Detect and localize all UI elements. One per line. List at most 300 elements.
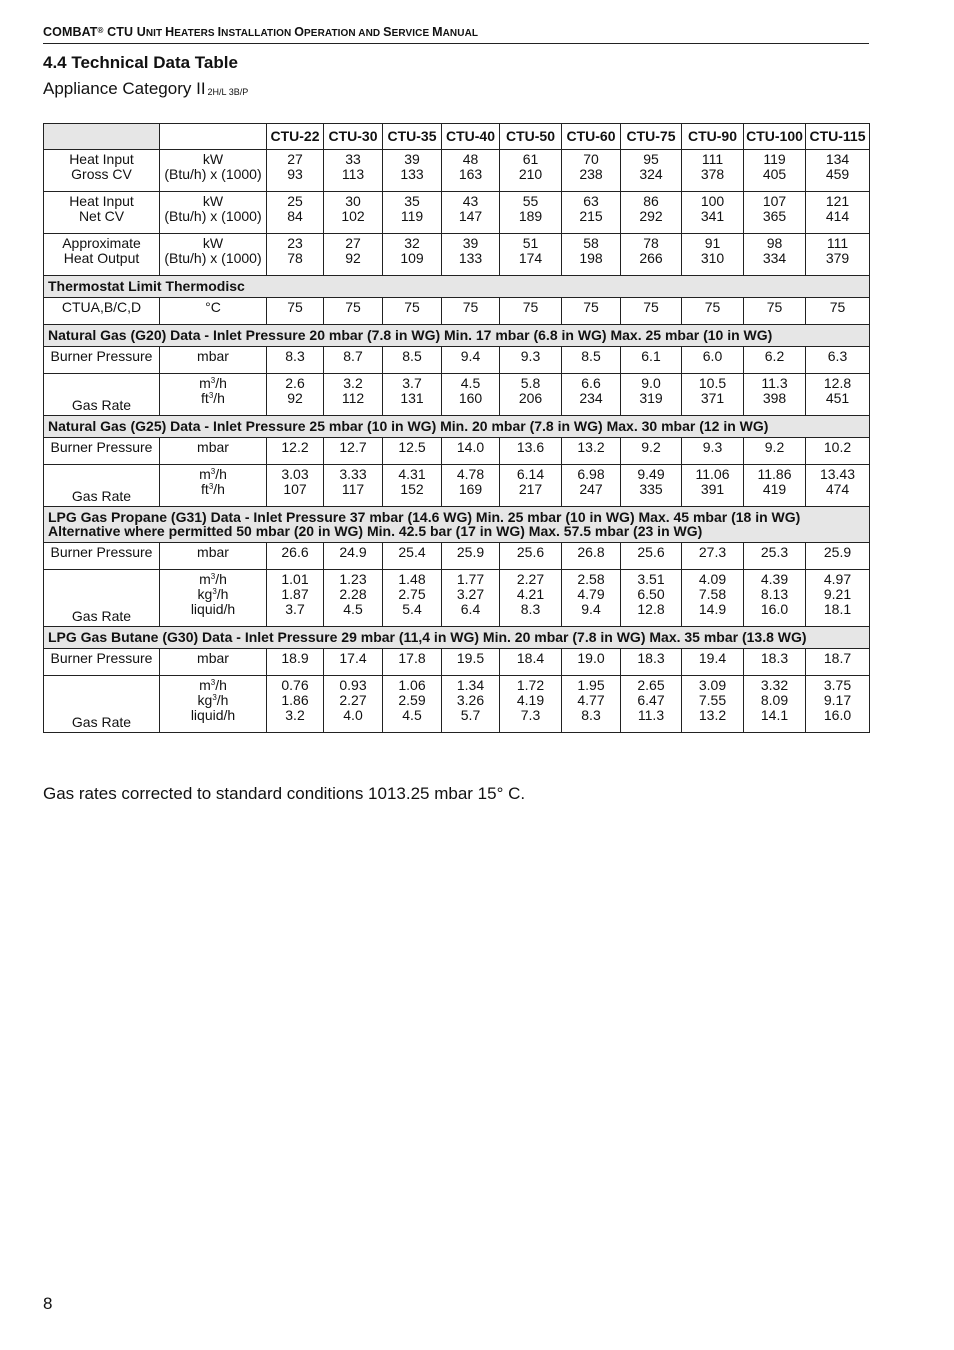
section-heading-line: LPG Gas Butane (G30) Data - Inlet Pressure 29 mbar (11,4 in WG) Min. 20 mbar (7.8 in WG) Max. 35 mbar (13.8 WG) xyxy=(48,629,807,645)
value-cell xyxy=(744,676,806,733)
value-cell xyxy=(383,234,442,276)
title-rest: NIT xyxy=(145,28,166,39)
value-line: 133 xyxy=(400,166,424,182)
value-cell xyxy=(324,676,383,733)
value-cell xyxy=(682,234,744,276)
value-cell: 75 xyxy=(324,298,383,325)
value-cell xyxy=(744,465,806,507)
value-line: 174 xyxy=(518,250,543,266)
row-unit xyxy=(160,374,267,416)
value-line: 51 xyxy=(522,235,539,251)
row-label-line: Heat Output xyxy=(63,250,140,266)
value-cell: 8.5 xyxy=(383,347,442,374)
value-line: 2.58 xyxy=(577,571,605,587)
value-line: 6.50 xyxy=(637,586,665,602)
value-line: 18.1 xyxy=(823,601,852,617)
row-label: Gas Rate xyxy=(44,465,160,507)
value-line: 6.47 xyxy=(637,692,665,708)
row-label: Burner Pressure xyxy=(44,347,160,374)
footnote: Gas rates corrected to standard conditions 1013.25 mbar 15° C. xyxy=(43,784,526,803)
value-line: 6.6 xyxy=(581,375,601,391)
value-cell: 75 xyxy=(267,298,324,325)
value-cell: 6.3 xyxy=(806,347,870,374)
value-line: 217 xyxy=(518,481,543,497)
value-cell xyxy=(267,676,324,733)
value-cell xyxy=(383,465,442,507)
value-cell xyxy=(442,676,500,733)
value-line: 3.26 xyxy=(456,692,485,708)
value-line: 189 xyxy=(518,208,543,224)
value-line: 379 xyxy=(825,250,850,266)
thermostat-section-row xyxy=(44,276,870,298)
row-unit xyxy=(160,465,267,507)
value-line: 1.23 xyxy=(339,571,367,587)
value-line: 335 xyxy=(639,481,663,497)
value-cell xyxy=(621,150,682,192)
value-line: 4.78 xyxy=(456,466,485,482)
value-line: 48 xyxy=(462,151,479,167)
row-unit xyxy=(160,192,267,234)
value-line: 414 xyxy=(825,208,850,224)
value-cell: 25.3 xyxy=(744,543,806,570)
heat-input-net-row xyxy=(44,192,870,234)
value-line: 3.7 xyxy=(402,375,422,391)
value-cell: 12.5 xyxy=(383,438,442,465)
value-line: 92 xyxy=(345,250,361,266)
value-line: 5.4 xyxy=(402,601,422,617)
model-header: CTU-35 xyxy=(383,124,442,150)
value-line: 84 xyxy=(287,208,303,224)
value-cell xyxy=(383,374,442,416)
value-line: 10.5 xyxy=(698,375,727,391)
value-line: 7.3 xyxy=(520,707,541,723)
value-cell: 18.3 xyxy=(621,649,682,676)
value-line: 215 xyxy=(579,208,603,224)
category-subscript: 2H/L 3B/P xyxy=(207,87,249,97)
unit-line: $kg^3/h$ xyxy=(197,692,229,708)
value-cell: 18.7 xyxy=(806,649,870,676)
value-line: 92 xyxy=(287,390,303,406)
value-line: 2.59 xyxy=(398,692,426,708)
value-line: 163 xyxy=(458,166,483,182)
value-cell: 8.7 xyxy=(324,347,383,374)
unit-line: $kg^3/h$ xyxy=(197,586,229,602)
registered-mark: ® xyxy=(97,26,104,35)
value-cell xyxy=(682,676,744,733)
unit-line: $m^3/h$ xyxy=(199,375,227,391)
unit-superscript: 3 xyxy=(212,693,217,702)
gas-rate-row xyxy=(44,676,870,733)
value-line: 2.6 xyxy=(285,375,305,391)
value-line: 32 xyxy=(404,235,420,251)
value-line: 119 xyxy=(763,151,786,167)
value-cell xyxy=(267,234,324,276)
value-line: 9.0 xyxy=(641,375,661,391)
value-cell xyxy=(744,150,806,192)
title-rest: ANUAL xyxy=(442,28,479,39)
appliance-category xyxy=(43,79,248,99)
value-line: 100 xyxy=(700,193,725,209)
value-cell: 9.4 xyxy=(442,347,500,374)
value-cell: 24.9 xyxy=(324,543,383,570)
value-line: 1.01 xyxy=(281,571,309,587)
value-cell: 6.1 xyxy=(621,347,682,374)
section-title: 4.4 Technical Data Table xyxy=(43,53,238,72)
value-line: 107 xyxy=(283,481,307,497)
heat-output-row xyxy=(44,234,870,276)
unit-line: $m^3/h$ xyxy=(199,677,227,693)
value-cell xyxy=(806,192,870,234)
value-line: 391 xyxy=(700,481,725,497)
value-cell xyxy=(621,465,682,507)
value-cell xyxy=(267,570,324,627)
value-cell xyxy=(621,374,682,416)
technical-data-table xyxy=(43,123,870,733)
value-cell: 75 xyxy=(621,298,682,325)
row-label-line: Heat Input xyxy=(69,151,134,167)
value-line: 13.2 xyxy=(698,707,727,723)
value-line: 0.76 xyxy=(281,677,309,693)
model-header: CTU-115 xyxy=(806,124,870,150)
value-cell xyxy=(682,374,744,416)
value-line: 1.72 xyxy=(516,677,545,693)
value-line: 319 xyxy=(639,390,663,406)
value-cell: 12.2 xyxy=(267,438,324,465)
value-line: 210 xyxy=(518,166,543,182)
value-cell xyxy=(383,150,442,192)
value-line: 3.27 xyxy=(456,586,485,602)
value-cell: 25.4 xyxy=(383,543,442,570)
row-unit: mbar xyxy=(160,649,267,676)
value-line: 98 xyxy=(766,235,783,251)
value-cell xyxy=(806,676,870,733)
row-unit: °C xyxy=(160,298,267,325)
value-cell: 27.3 xyxy=(682,543,744,570)
value-cell: 75 xyxy=(744,298,806,325)
value-line: 70 xyxy=(583,151,599,167)
value-cell xyxy=(383,676,442,733)
value-line: 459 xyxy=(825,166,850,182)
value-cell xyxy=(500,676,562,733)
row-label: Gas Rate xyxy=(44,676,160,733)
value-cell: 25.6 xyxy=(500,543,562,570)
unit-line: (Btu/h) x (1000) xyxy=(164,208,262,224)
value-line: 27 xyxy=(345,235,361,251)
value-cell xyxy=(324,150,383,192)
row-label-line: Net CV xyxy=(78,208,125,224)
value-line: 9.49 xyxy=(637,466,665,482)
row-unit: mbar xyxy=(160,543,267,570)
value-line: 4.0 xyxy=(343,707,363,723)
value-cell xyxy=(744,234,806,276)
row-unit xyxy=(160,676,267,733)
value-line: 1.34 xyxy=(456,677,485,693)
value-line: 247 xyxy=(579,481,603,497)
unit-superscript: 3 xyxy=(212,587,217,596)
value-line: 25 xyxy=(287,193,303,209)
row-label xyxy=(44,150,160,192)
value-line: 1.95 xyxy=(577,677,605,693)
value-line: 111 xyxy=(701,151,724,167)
value-line: 238 xyxy=(579,166,603,182)
value-cell xyxy=(562,570,621,627)
value-line: 61 xyxy=(522,151,539,167)
value-line: 266 xyxy=(639,250,663,266)
title-initial: CTU xyxy=(107,25,137,39)
value-cell: 18.9 xyxy=(267,649,324,676)
title-initial: I xyxy=(217,25,222,39)
row-label: Burner Pressure xyxy=(44,438,160,465)
value-line: 169 xyxy=(458,481,483,497)
value-cell: 10.2 xyxy=(806,438,870,465)
value-cell xyxy=(562,234,621,276)
value-cell xyxy=(562,676,621,733)
value-cell: 6.0 xyxy=(682,347,744,374)
row-label-line: Approximate xyxy=(62,235,141,251)
value-cell xyxy=(267,150,324,192)
value-line: 4.19 xyxy=(516,692,545,708)
value-line: 14.9 xyxy=(698,601,727,617)
value-cell xyxy=(324,570,383,627)
value-line: 198 xyxy=(579,250,603,266)
row-label: CTUA,B/C,D xyxy=(44,298,160,325)
value-cell xyxy=(442,465,500,507)
value-cell: 18.3 xyxy=(744,649,806,676)
value-cell xyxy=(682,465,744,507)
value-cell xyxy=(267,465,324,507)
value-line: 7.58 xyxy=(698,586,727,602)
thermostat-row xyxy=(44,298,870,325)
category-text: Appliance Category II xyxy=(43,79,206,98)
value-line: 310 xyxy=(700,250,725,266)
value-line: 4.77 xyxy=(577,692,605,708)
value-line: 4.39 xyxy=(760,571,789,587)
value-line: 109 xyxy=(400,250,424,266)
value-line: 8.09 xyxy=(760,692,789,708)
value-line: 3.51 xyxy=(637,571,665,587)
value-line: 107 xyxy=(762,193,787,209)
model-header-row xyxy=(44,124,870,150)
burner-pressure-row xyxy=(44,438,870,465)
burner-pressure-row xyxy=(44,347,870,374)
value-cell xyxy=(500,234,562,276)
section-heading xyxy=(44,276,870,298)
unit-line: kW xyxy=(202,193,224,209)
value-cell: 25.9 xyxy=(806,543,870,570)
unit-line: liquid/h xyxy=(190,601,236,617)
value-line: 334 xyxy=(762,250,787,266)
row-label-line: Gross CV xyxy=(71,166,132,182)
value-line: 3.2 xyxy=(343,375,363,391)
value-cell: 25.9 xyxy=(442,543,500,570)
title-initial: O xyxy=(294,25,305,39)
value-line: 27 xyxy=(287,151,303,167)
value-line: 7.55 xyxy=(698,692,727,708)
value-cell xyxy=(621,676,682,733)
value-line: 39 xyxy=(404,151,420,167)
value-line: 9.17 xyxy=(823,692,852,708)
value-cell xyxy=(324,374,383,416)
value-line: 4.5 xyxy=(343,601,363,617)
value-cell xyxy=(324,465,383,507)
value-line: 398 xyxy=(762,390,787,406)
value-cell xyxy=(383,570,442,627)
value-line: 5.8 xyxy=(520,375,541,391)
value-cell xyxy=(744,192,806,234)
section-heading xyxy=(44,627,870,649)
value-cell xyxy=(562,374,621,416)
heat-input-gross-row xyxy=(44,150,870,192)
value-cell: 17.8 xyxy=(383,649,442,676)
gas-rate-row xyxy=(44,570,870,627)
value-line: 1.86 xyxy=(281,692,309,708)
value-line: 55 xyxy=(522,193,539,209)
row-unit xyxy=(160,150,267,192)
value-line: 4.31 xyxy=(398,466,426,482)
value-cell xyxy=(806,150,870,192)
title-rest: PERATION AND xyxy=(304,28,384,39)
value-line: 405 xyxy=(762,166,787,182)
model-header: CTU-40 xyxy=(442,124,500,150)
value-cell: 75 xyxy=(806,298,870,325)
row-label xyxy=(44,192,160,234)
brand-name: COMBAT xyxy=(43,25,98,39)
value-line: 93 xyxy=(287,166,303,182)
value-line: 2.27 xyxy=(339,692,367,708)
value-cell: 75 xyxy=(562,298,621,325)
value-line: 33 xyxy=(345,151,361,167)
value-line: 102 xyxy=(341,208,365,224)
value-line: 13.43 xyxy=(819,466,856,482)
row-label: Gas Rate xyxy=(44,374,160,416)
value-line: 4.79 xyxy=(577,586,605,602)
unit-line: (Btu/h) x (1000) xyxy=(164,250,262,266)
value-line: 16.0 xyxy=(760,601,789,617)
title-initial: H xyxy=(165,25,175,39)
value-line: 206 xyxy=(518,390,543,406)
value-cell: 12.7 xyxy=(324,438,383,465)
g30-section-row xyxy=(44,627,870,649)
value-cell xyxy=(806,374,870,416)
value-line: 1.87 xyxy=(281,586,309,602)
unit-superscript: 3 xyxy=(208,482,214,491)
row-label: Gas Rate xyxy=(44,570,160,627)
value-cell xyxy=(562,192,621,234)
value-cell xyxy=(442,234,500,276)
value-cell: 18.4 xyxy=(500,649,562,676)
running-header xyxy=(43,25,869,44)
value-line: 78 xyxy=(287,250,303,266)
value-line: 131 xyxy=(400,390,424,406)
value-line: 6.4 xyxy=(460,601,481,617)
value-line: 5.7 xyxy=(460,707,481,723)
value-line: 292 xyxy=(639,208,663,224)
value-cell xyxy=(806,570,870,627)
value-line: 12.8 xyxy=(823,375,852,391)
section-heading xyxy=(44,507,870,543)
section-heading xyxy=(44,416,870,438)
value-cell: 9.2 xyxy=(621,438,682,465)
title-rest: EATERS xyxy=(174,28,218,39)
value-line: 95 xyxy=(643,151,659,167)
value-cell: 9.3 xyxy=(682,438,744,465)
model-header: CTU-90 xyxy=(682,124,744,150)
value-cell xyxy=(324,234,383,276)
header-blank-cell xyxy=(44,124,160,150)
value-line: 111 xyxy=(826,235,849,251)
value-cell: 17.4 xyxy=(324,649,383,676)
title-initial: M xyxy=(432,25,443,39)
value-line: 234 xyxy=(579,390,603,406)
value-cell xyxy=(500,374,562,416)
value-cell: 25.6 xyxy=(621,543,682,570)
value-line: 35 xyxy=(404,193,420,209)
unit-line: liquid/h xyxy=(190,707,236,723)
value-line: 152 xyxy=(400,481,424,497)
row-label-line: Heat Input xyxy=(69,193,134,209)
value-line: 63 xyxy=(583,193,599,209)
value-cell: 14.0 xyxy=(442,438,500,465)
value-line: 78 xyxy=(643,235,659,251)
value-line: 4.5 xyxy=(402,707,422,723)
value-line: 3.33 xyxy=(339,466,367,482)
value-line: 8.3 xyxy=(520,601,541,617)
value-cell: 6.2 xyxy=(744,347,806,374)
unit-line: kW xyxy=(202,235,224,251)
value-line: 365 xyxy=(762,208,787,224)
value-cell xyxy=(267,374,324,416)
value-line: 119 xyxy=(400,208,424,224)
value-cell: 75 xyxy=(442,298,500,325)
burner-pressure-row xyxy=(44,649,870,676)
value-line: 11.86 xyxy=(757,466,792,482)
value-cell: 19.4 xyxy=(682,649,744,676)
section-heading-line: Alternative where permitted 50 mbar (20 in WG) Min. 42.5 bar (17 in WG) Max. 57.5 mbar (23 in WG) xyxy=(48,523,703,539)
value-line: 3.32 xyxy=(760,677,789,693)
value-line: 30 xyxy=(345,193,361,209)
value-line: 6.98 xyxy=(577,466,605,482)
value-cell xyxy=(442,150,500,192)
row-label xyxy=(44,234,160,276)
row-unit: mbar xyxy=(160,438,267,465)
value-line: 8.13 xyxy=(760,586,789,602)
value-line: 121 xyxy=(825,193,850,209)
unit-superscript: 3 xyxy=(210,376,216,385)
value-cell xyxy=(383,192,442,234)
value-line: 14.1 xyxy=(760,707,789,723)
unit-line: $ft^3/h$ xyxy=(201,481,225,497)
unit-line: (Btu/h) x (1000) xyxy=(164,166,262,182)
title-initial: S xyxy=(383,25,392,39)
row-unit xyxy=(160,570,267,627)
value-cell xyxy=(806,234,870,276)
burner-pressure-row xyxy=(44,543,870,570)
value-cell xyxy=(442,192,500,234)
value-cell: 9.3 xyxy=(500,347,562,374)
value-line: 91 xyxy=(704,235,721,251)
value-cell: 75 xyxy=(383,298,442,325)
value-cell xyxy=(442,374,500,416)
value-cell: 26.8 xyxy=(562,543,621,570)
value-line: 3.7 xyxy=(285,601,305,617)
unit-line: $m^3/h$ xyxy=(199,466,227,482)
value-line: 147 xyxy=(458,208,483,224)
unit-line: $m^3/h$ xyxy=(199,571,227,587)
unit-line: kW xyxy=(202,151,224,167)
value-line: 23 xyxy=(287,235,303,251)
value-line: 1.77 xyxy=(456,571,485,587)
value-cell xyxy=(500,465,562,507)
